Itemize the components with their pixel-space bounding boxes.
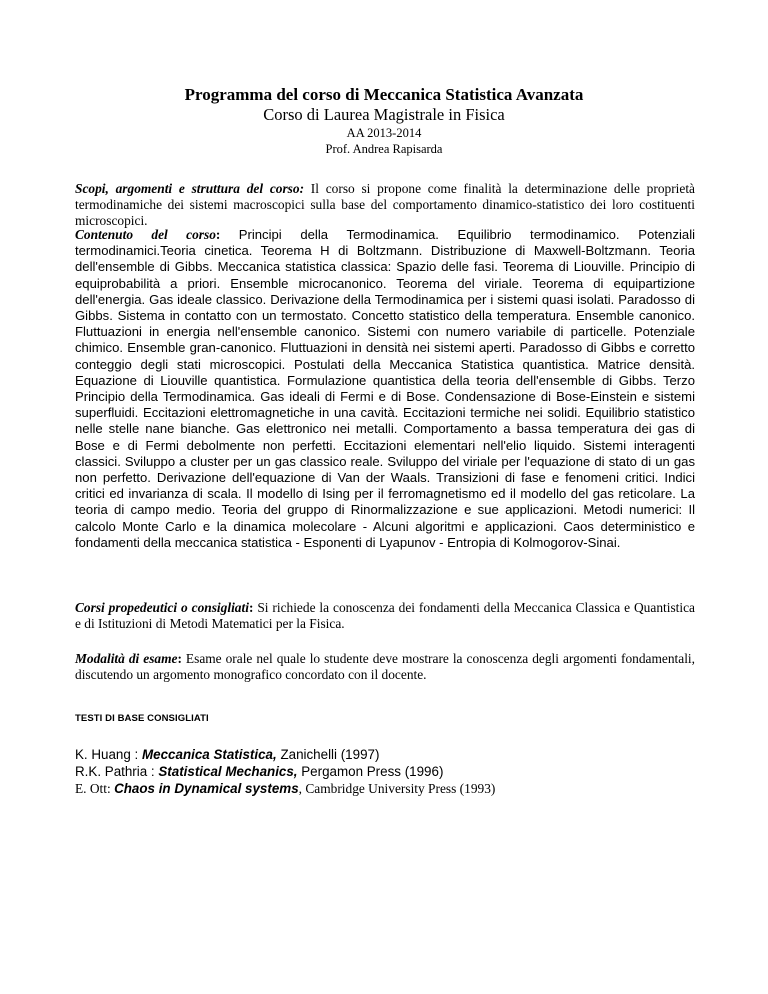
section-scopi-text: Il corso si propone come finalità la determinazione delle proprietà termodinamiche dei sistemi macroscopici sulla base del comportamento dinamico-statistico dei loro costituenti microscopici. <box>75 181 695 229</box>
page-title: Programma del corso di Meccanica Statistica Avanzata <box>184 85 584 104</box>
reference-item <box>75 746 715 763</box>
academic-year: AA 2013-2014 <box>346 126 422 140</box>
testi-heading: TESTI DI BASE CONSIGLIATI <box>75 713 209 724</box>
section-propedeutici-text: Si richiede la conoscenza dei fondamenti della Meccanica Classica e Quantistica e di Istituzioni di Metodi Matematici per la Fisica. <box>75 600 695 632</box>
reference-item <box>75 763 715 780</box>
reference-publisher: Pergamon Press (1996) <box>297 764 444 779</box>
section-contenuto <box>75 227 695 551</box>
reference-title: Statistical Mechanics, <box>158 764 298 779</box>
document-header <box>0 84 768 157</box>
section-propedeutici-colon: : <box>248 600 258 615</box>
reference-title: Meccanica Statistica, <box>142 747 277 762</box>
reference-title: Chaos in Dynamical systems <box>114 781 299 796</box>
section-propedeutici-label: Corsi propedeutici o consigliati <box>75 600 249 615</box>
professor-name: Prof. Andrea Rapisarda <box>325 142 443 156</box>
reference-author: E. Ott: <box>75 781 115 796</box>
section-contenuto-text: Principi della Termodinamica. Equilibrio termodinamico. Potenziali termodinamici.Teoria cinetica. Teorema H di Boltzmann. Distribuzione di Maxwell-Boltzmann. Teoria dell'ensemble di Gibbs. Meccanica statistica classica: Spazio delle fasi. Teorema di Liouville. Principio di equiprobabilità a priori. Ensemble microcanonico. Teorema del viriale. Teorema di equipartizione dell'energia. Gas ideale classico. Derivazione della Termodinamica per i sistemi quasi isolati. Paradosso di Gibbs. Sistema in contatto con un termostato. Concetto statistico della temperatura. Ensemble canonico. Fluttuazioni in energia nell'ensemble canonico. Sistemi con numero variabile di particelle. Potenziale chimico. Ensemble gran-canonico. Fluttuazioni in densità nei sistemi aperti. Paradosso di Gibbs e corretto conteggio degli stati microscopici. Postulati della Meccanica Statistica quantistica. Matrice densità. Equazione di Liouville quantistica. Formulazione quantistica della teoria dell'ensemble di Gibbs. Terzo Principio della Termodinamica. Gas ideali di Fermi e di Bose. Condensazione di Bose-Einstein e sistemi superfluidi. Eccitazioni elettromagnetiche in una cavità. Eccitazioni termiche nei solidi. Equilibrio statistico nelle stelle nane bianche. Gas elettronico nei metalli. Comportamento a bassa temperatura dei gas di Bose e di Fermi debolmente non perfetti. Eccitazioni elementari nell'elio liquido. Sistemi interagenti classici. Sviluppo a cluster per un gas classico reale. Sviluppo del viriale per l'equazione di stato di un gas non perfetto. Derivazione dell'equazione di Van der Waals. Transizioni di fase e fenomeni critici. Indici critici ed invarianza di scala. Il modello di Ising per il ferromagnetismo ed il modello del gas reticolare. La teoria di campo medio. Teoria del gruppo di Rinormalizzazione e sue applicazioni. Metodi numerici: Il calcolo Monte Carlo e la dinamica molecolare - Alcuni algoritmi e applicazioni. Caos deterministico e fondamenti della meccanica statistica - Esponenti di Lyapunov - Entropia di Kolmogorov-Sinai. <box>75 227 696 550</box>
page-subtitle: Corso di Laurea Magistrale in Fisica <box>263 105 505 124</box>
section-contenuto-colon: : <box>215 227 239 242</box>
reference-author: K. Huang : <box>75 747 142 762</box>
section-propedeutici <box>75 600 695 632</box>
reference-item <box>75 780 715 797</box>
section-esame-text: Esame orale nel quale lo studente deve mostrare la conoscenza degli argomenti fondamentali, discutendo un argomento monografico concordato con il docente. <box>75 651 695 683</box>
section-esame <box>75 651 695 683</box>
reference-list <box>75 746 715 797</box>
section-scopi <box>75 181 695 230</box>
section-scopi-label: Scopi, argomenti e struttura del corso: <box>75 181 305 196</box>
section-esame-colon: : <box>177 651 186 666</box>
reference-publisher: Zanichelli (1997) <box>276 747 380 762</box>
reference-publisher: , Cambridge University Press (1993) <box>298 781 496 796</box>
section-contenuto-label: Contenuto del corso <box>75 227 216 242</box>
reference-author: R.K. Pathria : <box>75 764 159 779</box>
section-esame-label: Modalità di esame <box>75 651 178 666</box>
